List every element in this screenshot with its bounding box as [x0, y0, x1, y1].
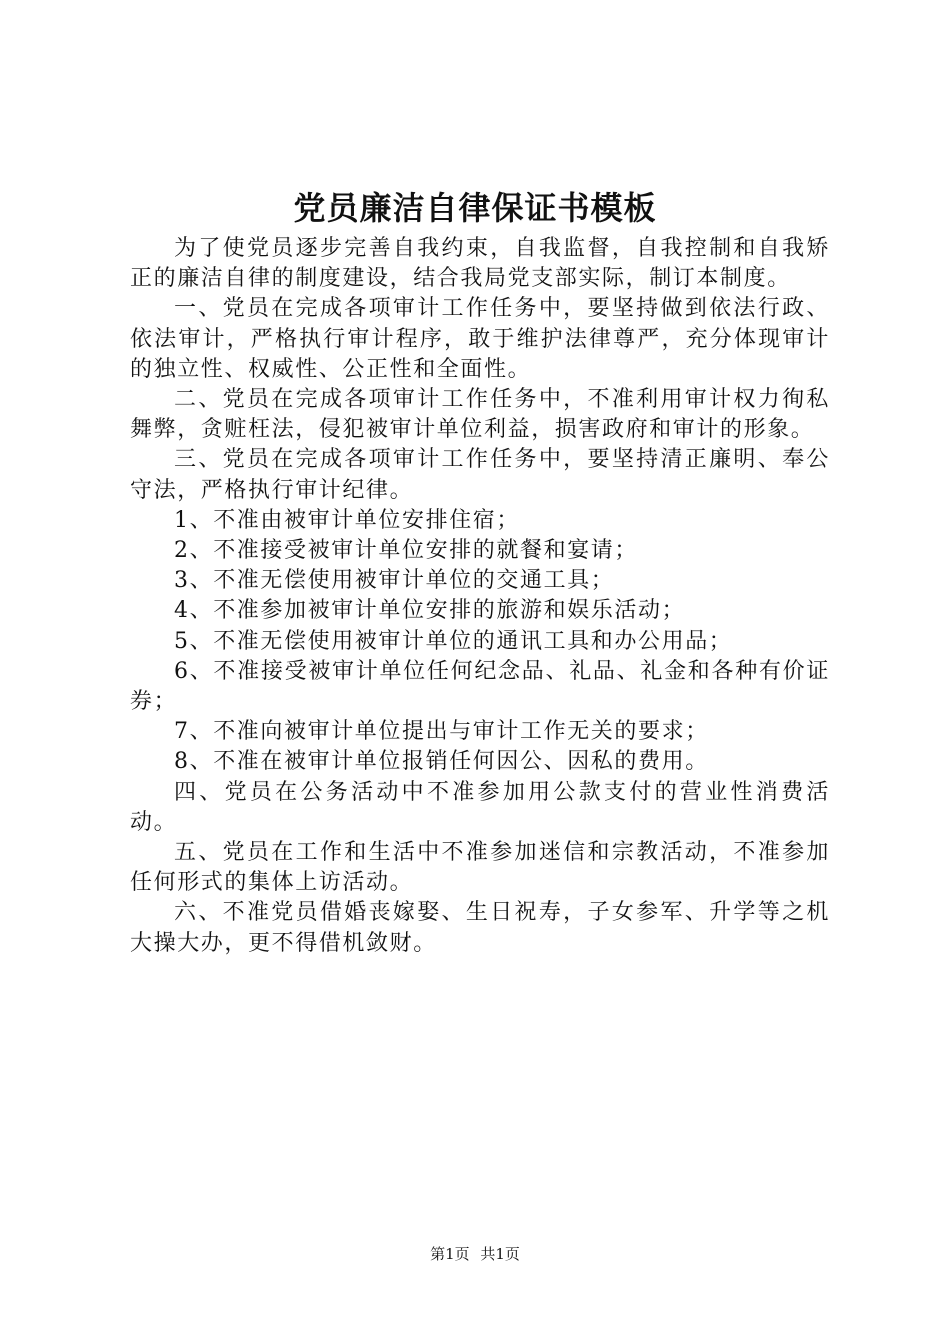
list-item: 5、不准无偿使用被审计单位的通讯工具和办公用品； [174, 628, 733, 654]
list-item: 6、不准接受被审计单位任何纪念品、礼品、礼金和各种有价证券； [130, 658, 830, 715]
paragraph-item-2: 二、党员在完成各项审计工作任务中，不准利用审计权力徇私舞弊，贪赃枉法，侵犯被审计单位利益，损害政府和审计的形象。 [130, 387, 830, 443]
page-title: 党员廉洁自律保证书模板 [293, 189, 657, 227]
list-item: 3、不准无偿使用被审计单位的交通工具； [174, 568, 615, 594]
list-item: 4、不准参加被审计单位安排的旅游和娱乐活动； [174, 598, 686, 624]
paragraph-item-4: 四、党员在公务活动中不准参加用公款支付的营业性消费活动。 [130, 779, 830, 835]
paragraph-item-3: 三、党员在完成各项审计工作任务中，要坚持清正廉明、奉公守法，严格执行审计纪律。 [130, 447, 830, 503]
paragraph-item-6: 六、不准党员借婚丧嫁娶、生日祝寿，子女参军、升学等之机大操大办，更不得借机敛财。 [130, 900, 830, 956]
page-number: 第1页 [430, 1245, 470, 1263]
page-footer [0, 1244, 950, 1264]
list-item: 2、不准接受被审计单位安排的就餐和宴请； [174, 538, 638, 564]
list-item: 1、不准由被审计单位安排住宿； [174, 507, 520, 533]
list-item: 7、不准向被审计单位提出与审计工作无关的要求； [174, 719, 709, 745]
paragraph-item-5: 五、党员在工作和生活中不准参加迷信和宗教活动，不准参加任何形式的集体上访活动。 [130, 840, 830, 896]
page-total: 共1页 [480, 1245, 520, 1263]
paragraph-intro: 为了使党员逐步完善自我约束，自我监督，自我控制和自我矫正的廉洁自律的制度建设，结合我局党支部实际，制订本制度。 [130, 236, 830, 292]
paragraph-item-1: 一、党员在完成各项审计工作任务中，要坚持做到依法行政、依法审计，严格执行审计程序，敢于维护法律尊严，充分体现审计的独立性、权威性、公正性和全面性。 [130, 296, 830, 382]
list-item: 8、不准在被审计单位报销任何因公、因私的费用。 [174, 749, 709, 775]
document-body [130, 234, 830, 959]
